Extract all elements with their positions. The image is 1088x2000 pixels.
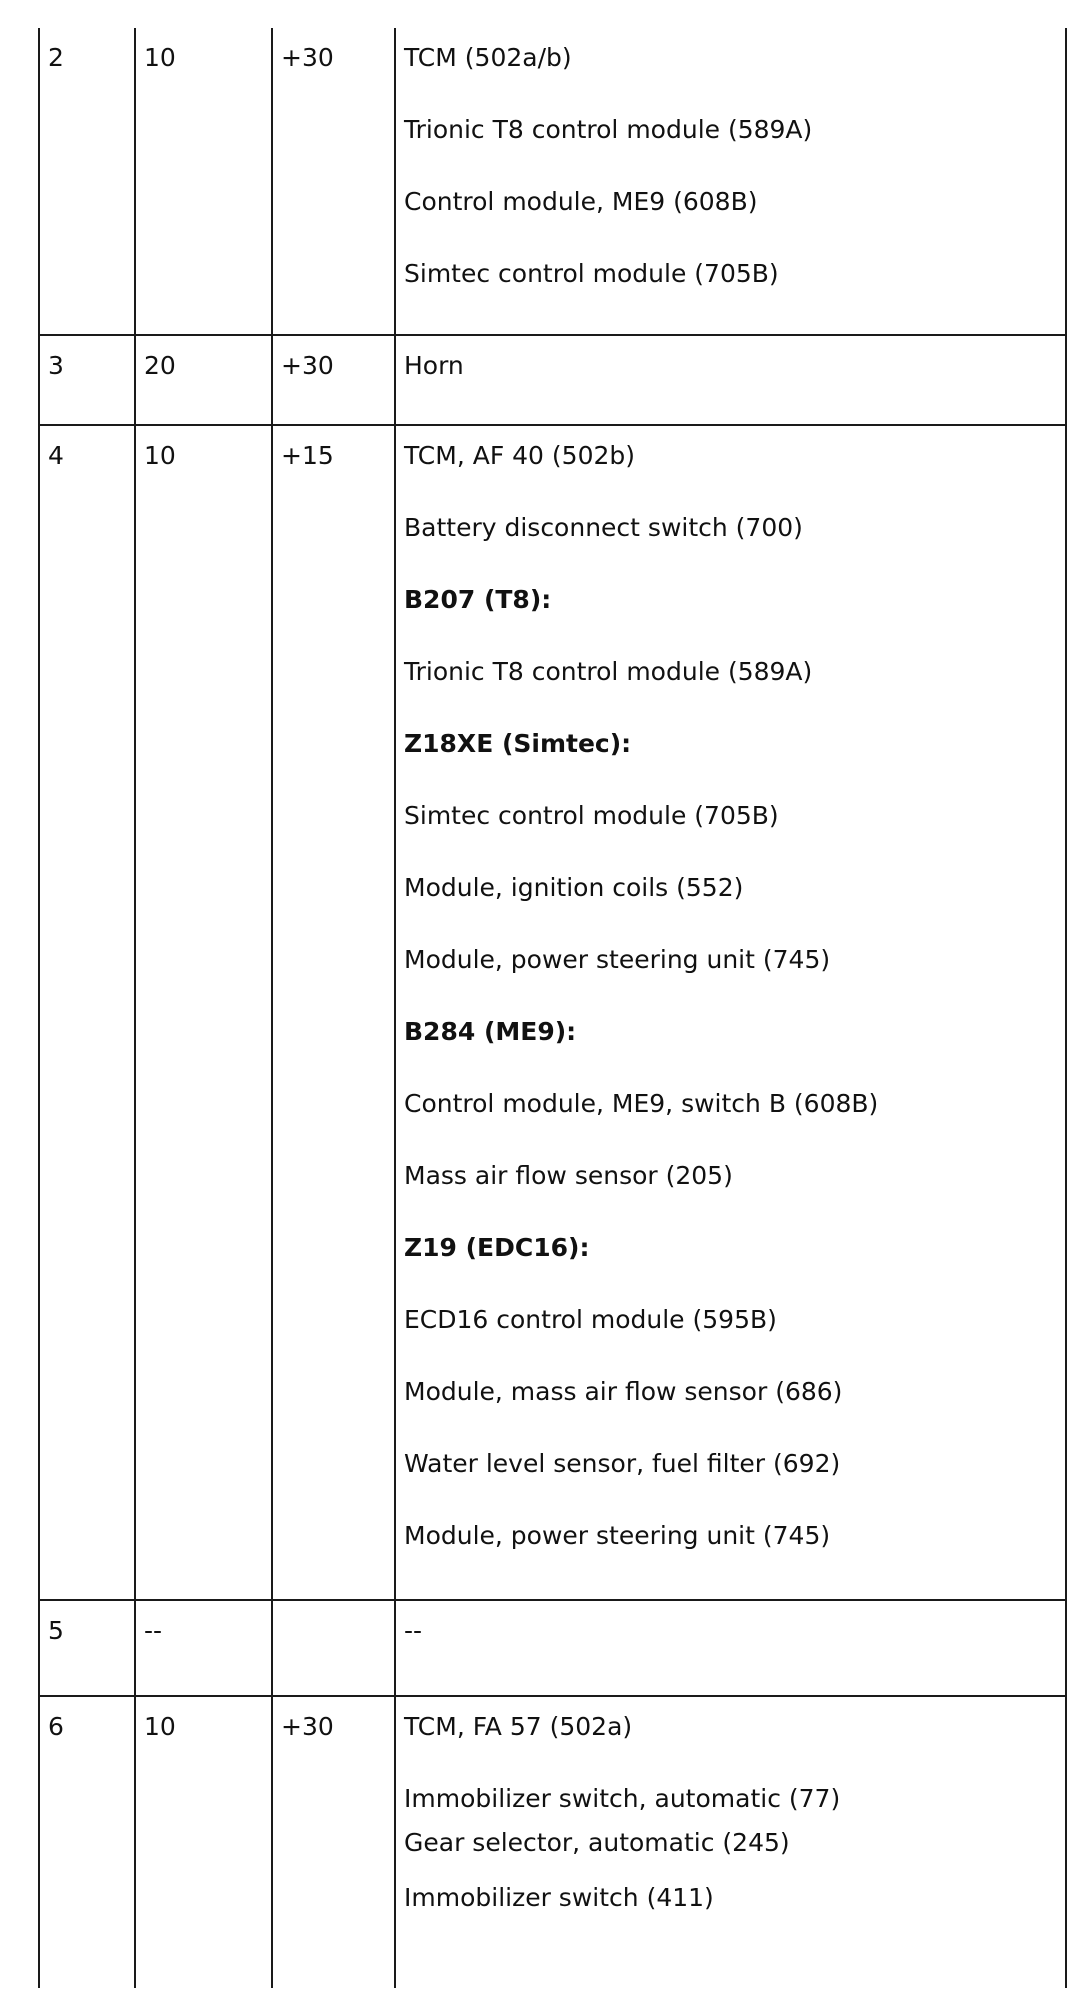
fuse-number-cell-text: 6 (48, 1712, 64, 1741)
engine-variant-heading: B284 (ME9): (404, 1017, 577, 1046)
component-item: ECD16 control module (595B) (404, 1305, 777, 1334)
component-item: TCM (502a/b) (404, 43, 572, 72)
fuse-table-body (39, 28, 1066, 1988)
component-item: Water level sensor, fuel filter (692) (404, 1449, 841, 1478)
component-item: Control module, ME9, switch B (608B) (404, 1089, 879, 1118)
fuse-amperage-cell (135, 335, 272, 425)
fuse-supply-cell-text: +15 (281, 441, 334, 470)
component-item: Immobilizer switch (411) (404, 1883, 714, 1912)
engine-variant-heading: Z19 (EDC16): (404, 1233, 590, 1262)
fuse-amperage-cell (135, 1600, 272, 1696)
table-row (39, 425, 1066, 1600)
component-item: Simtec control module (705B) (404, 801, 779, 830)
fuse-supply-cell-text: +30 (281, 351, 334, 380)
component-item: Module, mass air flow sensor (686) (404, 1377, 843, 1406)
fuse-amperage-cell (135, 425, 272, 1600)
component-item: Mass air flow sensor (205) (404, 1161, 733, 1190)
fuse-amperage-cell-text: 10 (144, 441, 176, 470)
component-item: Module, ignition coils (552) (404, 873, 744, 902)
fuse-amperage-cell-text: 10 (144, 1712, 176, 1741)
table-row (39, 1600, 1066, 1696)
fuse-amperage-cell (135, 1696, 272, 1988)
component-item: Trionic T8 control module (589A) (404, 115, 813, 144)
fuse-number-cell-text: 4 (48, 441, 64, 470)
table-row (39, 28, 1066, 335)
fuse-supply-cell (272, 1696, 395, 1988)
fuse-amperage-cell-text: 10 (144, 43, 176, 72)
fuse-number-cell (39, 335, 135, 425)
fuse-supply-cell (272, 1600, 395, 1696)
components-cell (395, 425, 1066, 1600)
component-item: -- (404, 1616, 423, 1645)
component-item: Simtec control module (705B) (404, 259, 779, 288)
fuse-supply-cell (272, 425, 395, 1600)
engine-variant-heading: B207 (T8): (404, 585, 552, 614)
component-item: Immobilizer switch, automatic (77) (404, 1784, 841, 1813)
fuse-number-cell (39, 28, 135, 335)
components-cell (395, 28, 1066, 335)
fuse-table (38, 28, 1067, 1988)
fuse-supply-cell (272, 28, 395, 335)
fuse-number-cell-text: 2 (48, 43, 64, 72)
fuse-supply-cell-text: +30 (281, 1712, 334, 1741)
fuse-number-cell (39, 1696, 135, 1988)
component-item: Battery disconnect switch (700) (404, 513, 803, 542)
component-item: Module, power steering unit (745) (404, 945, 831, 974)
fuse-number-cell (39, 1600, 135, 1696)
component-item: TCM, FA 57 (502a) (404, 1712, 633, 1741)
fuse-number-cell (39, 425, 135, 1600)
component-item: Control module, ME9 (608B) (404, 187, 758, 216)
fuse-number-cell-text: 5 (48, 1616, 64, 1645)
component-item: Horn (404, 351, 464, 380)
table-row (39, 1696, 1066, 1988)
component-item: TCM, AF 40 (502b) (404, 441, 636, 470)
component-item: Module, power steering unit (745) (404, 1521, 831, 1550)
component-item: Trionic T8 control module (589A) (404, 657, 813, 686)
components-cell (395, 1696, 1066, 1988)
component-item: Gear selector, automatic (245) (404, 1828, 790, 1857)
fuse-number-cell-text: 3 (48, 351, 64, 380)
fuse-supply-cell-text: +30 (281, 43, 334, 72)
components-cell (395, 335, 1066, 425)
fuse-supply-cell-text (273, 1601, 394, 1616)
engine-variant-heading: Z18XE (Simtec): (404, 729, 632, 758)
components-cell (395, 1600, 1066, 1696)
fuse-supply-cell (272, 335, 395, 425)
fuse-amperage-cell (135, 28, 272, 335)
table-row (39, 335, 1066, 425)
fuse-amperage-cell-text: 20 (144, 351, 176, 380)
fuse-amperage-cell-text: -- (144, 1616, 163, 1645)
